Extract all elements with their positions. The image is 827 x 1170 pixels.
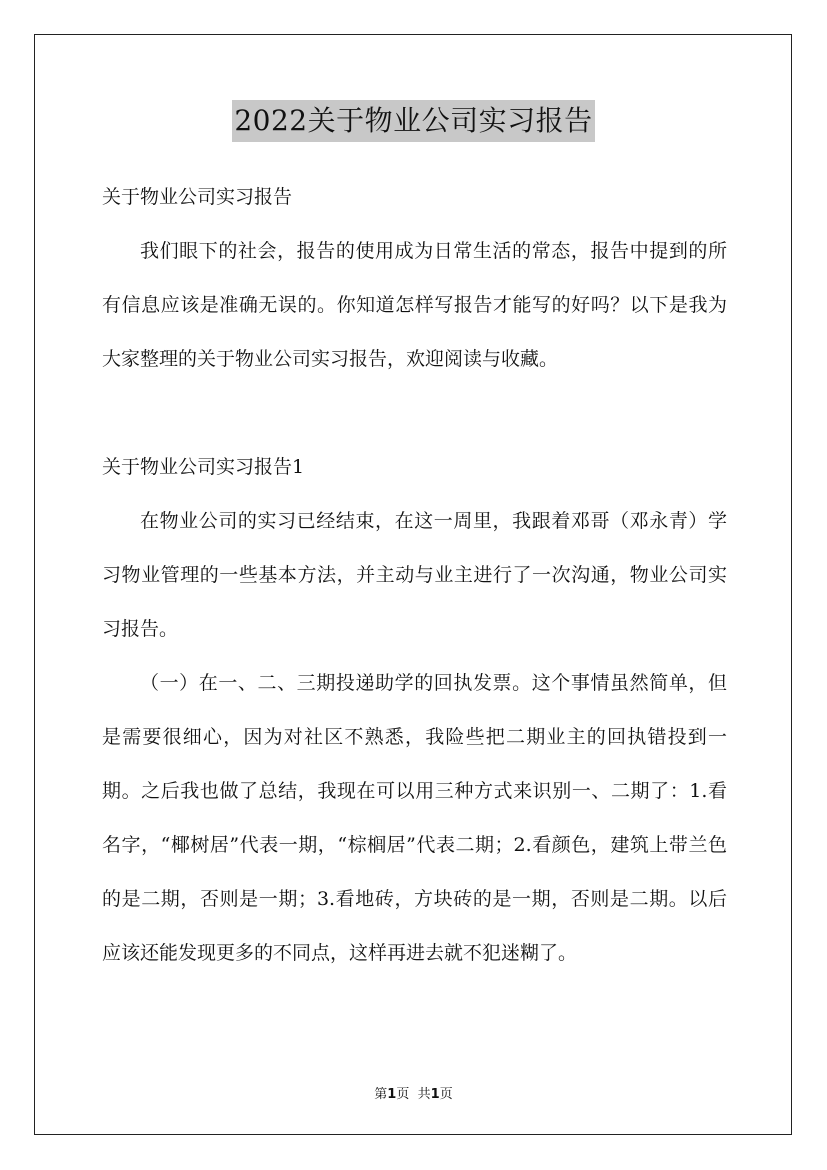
section-1-paragraph-2: （一）在一、二、三期投递助学的回执发票。这个事情虽然简单，但是需要很细心，因为对社区不熟悉，我险些把二期业主的回执错投到一期。之后我也做了总结，我现在可以用三种方式来识别一、二期了：1.看名字，“椰树居”代表一期，“棕榈居”代表二期；2.看颜色，建筑上带兰色的是二期，否则是一期；3.看地砖，方块砖的是一期，否则是二期。以后应该还能发现更多的不同点，这样再进去就不犯迷糊了。 <box>102 672 727 964</box>
page-footer <box>0 1083 827 1102</box>
total-suffix: 页 <box>439 1087 453 1102</box>
page-current: 1 <box>387 1087 397 1102</box>
page-prefix: 第 <box>374 1087 388 1102</box>
page-suffix: 页 <box>396 1087 410 1102</box>
document-title: 2022关于物业公司实习报告 <box>232 100 594 142</box>
page-total: 1 <box>430 1087 440 1102</box>
section-1-heading: 关于物业公司实习报告1 <box>102 456 305 478</box>
total-prefix: 共 <box>417 1087 431 1102</box>
intro-paragraph: 我们眼下的社会，报告的使用成为日常生活的常态，报告中提到的所有信息应该是准确无误的。你知道怎样写报告才能写的好吗？以下是我为大家整理的关于物业公司实习报告，欢迎阅读与收藏。 <box>102 240 727 370</box>
subtitle-heading: 关于物业公司实习报告 <box>102 186 293 208</box>
document-body <box>102 170 727 980</box>
section-1-paragraph-1: 在物业公司的实习已经结束，在这一周里，我跟着邓哥（邓永青）学习物业管理的一些基本方法，并主动与业主进行了一次沟通，物业公司实习报告。 <box>102 510 727 640</box>
title-container <box>0 100 827 142</box>
section-spacer <box>102 386 727 440</box>
